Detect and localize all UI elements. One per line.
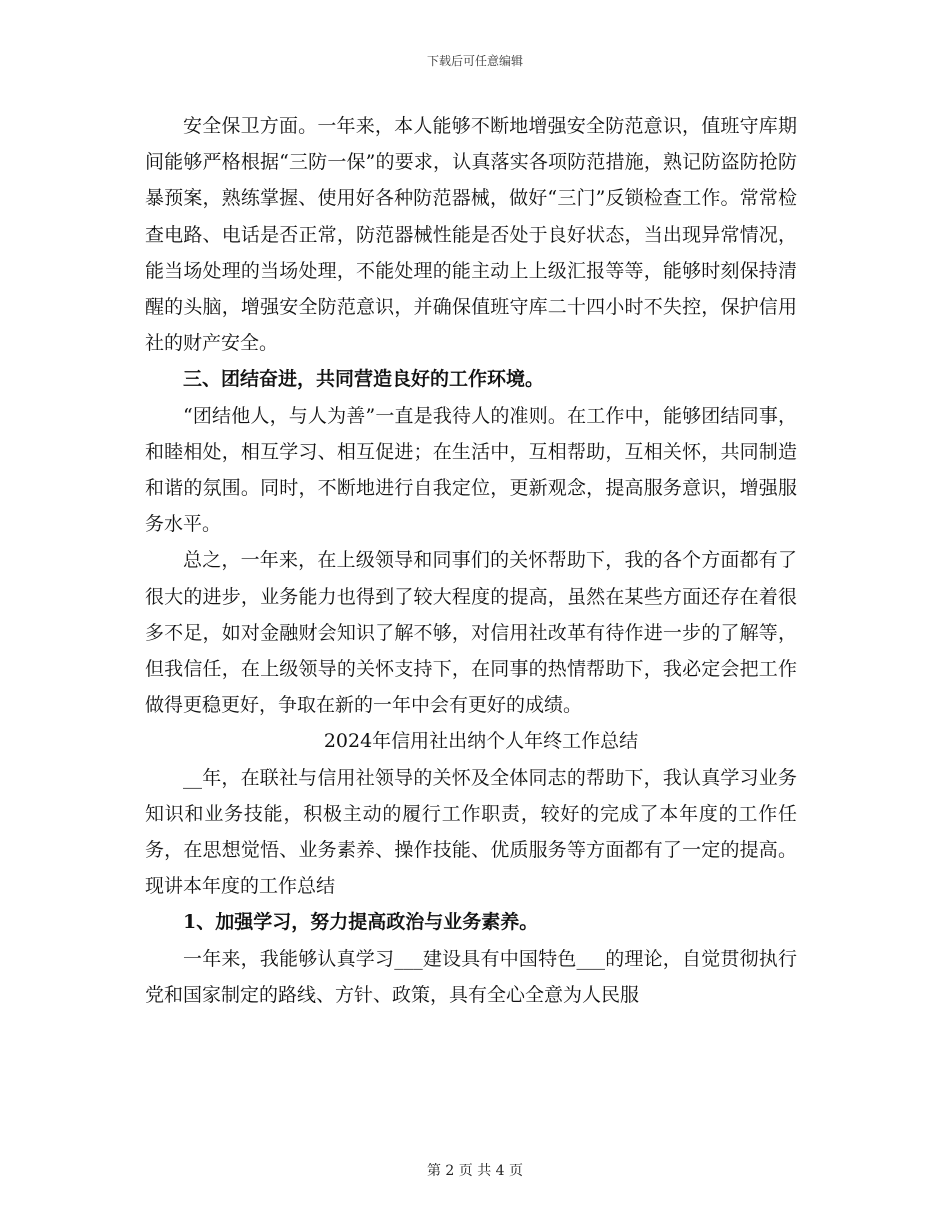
section-heading-unity: 三、团结奋进，共同营造良好的工作环境。 bbox=[183, 368, 545, 391]
paragraph-security: 安全保卫方面。一年来，本人能够不断地增强安全防范意识，值班守库期间能够严格根据“三防一保”的要求，认真落实各项防范措施，熟记防盗防抢防暴预案，熟练掌握、使用好各种防范器械，做好“三门”反锁检查工作。常常检查电路、电话是否正常，防范器械性能是否处于良好状态，当出现异常情况，能当场处理的当场处理，不能处理的能主动上上级汇报等等，能够时刻保持清醒的头脑，增强安全防范意识，并确保值班守库二十四小时不失控，保护信用社的财产安全。 bbox=[145, 115, 797, 355]
page-number: 第 2 页 共 4 页 bbox=[426, 1163, 524, 1179]
section-heading-study: 1、加强学习，努力提高政治与业务素养。 bbox=[183, 911, 539, 934]
document-title: 2024年信用社出纳个人年终工作总结 bbox=[323, 730, 639, 753]
paragraph-summary: 总之，一年来，在上级领导和同事们的关怀帮助下，我的各个方面都有了很大的进步，业务能力也得到了较大程度的提高，虽然在某些方面还存在着很多不足，如对金融财会知识了解不够，对信用社改革有待作进一步的了解等，但我信任，在上级领导的关怀支持下，在同事的热情帮助下，我必定会把工作做得更稳更好，争取在新的一年中会有更好的成绩。 bbox=[145, 549, 797, 717]
paragraph-intro: __年，在联社与信用社领导的关怀及全体同志的帮助下，我认真学习业务知识和业务技能，积极主动的履行工作职责，较好的完成了本年度的工作任务，在思想觉悟、业务素养、操作技能、优质服务等方面都有了一定的提高。现讲本年度的工作总结 bbox=[145, 766, 797, 898]
document-body bbox=[145, 108, 797, 1013]
paragraph-unity: “团结他人，与人为善”一直是我待人的准则。在工作中，能够团结同事，和睦相处，相互学习、相互促进；在生活中，互相帮助，互相关怀，共同制造和谐的氛围。同时，不断地进行自我定位，更新观念，提高服务意识，增强服务水平。 bbox=[145, 404, 797, 536]
header-note: 下载后可任意编辑 bbox=[426, 54, 523, 68]
paragraph-study: 一年来，我能够认真学习___建设具有中国特色___的理论，自觉贯彻执行党和国家制定的路线、方针、政策，具有全心全意为人民服 bbox=[145, 947, 797, 1006]
